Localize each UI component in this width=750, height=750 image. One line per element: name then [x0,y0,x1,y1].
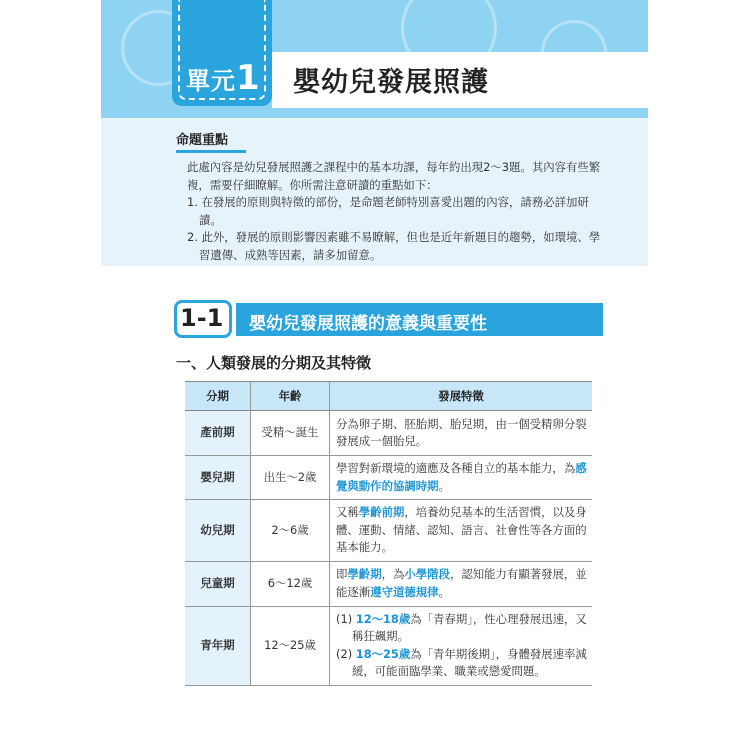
period-cell: 青年期 [185,606,251,685]
period-cell: 兒童期 [185,561,251,606]
column-header: 發展特徵 [330,382,593,411]
table-row [185,500,592,562]
period-cell: 嬰兒期 [185,456,251,500]
feature-cell: 即學齡期，為小學階段，認知能力有顯著發展，並能逐漸遵守道德規律。 [330,561,593,606]
table-row [185,456,592,500]
table-row [185,411,592,456]
age-cell: 出生～2歲 [251,456,330,500]
intro-label-underline [176,150,246,153]
age-cell: 受精～誕生 [251,411,330,456]
intro-text [187,159,607,264]
highlight-text: 學齡前期 [358,505,405,519]
highlight-text: 小學階段 [404,567,450,581]
highlight-text: 學齡期 [347,567,382,581]
age-cell: 6～12歲 [251,561,330,606]
table-row [185,606,592,685]
highlight-text: 遵守道德規律 [370,584,439,599]
column-header: 分期 [185,382,251,411]
feature-subitem: (1) 12～18歲為「青春期」，性心理發展迅速，又稱狂飆期。 [336,611,587,643]
period-cell: 幼兒期 [185,500,251,562]
age-cell: 12～25歲 [251,606,330,685]
highlight-text: 感覺與動作的協調時期 [336,461,587,493]
intro-item: 1. 在發展的原則與特徵的部份，是命題老師特別喜愛出題的內容，請務必詳加研讀。 [187,195,589,227]
feature-cell: 學習對新環境的適應及各種自立的基本能力，為感覺與動作的協調時期。 [330,456,593,500]
age-cell: 2～6歲 [251,500,330,562]
highlight-text: 18～25歲 [355,646,411,661]
intro-paragraph: 此處內容是幼兒發展照護之課程中的基本功課，每年約出現2～3題。其內容有些繁複，需要仔細瞭解。你所需注意研讀的重點如下： [187,160,601,192]
feature-cell [330,606,593,685]
feature-cell: 又稱學齡前期，培養幼兒基本的生活習慣，以及身體、運動、情緒、認知、語言、社會性等各方面的基本能力。 [330,500,593,562]
sub-heading: 一、人類發展的分期及其特徵 [176,354,372,372]
section-title: 嬰幼兒發展照護的意義與重要性 [249,314,487,334]
development-table [185,381,592,686]
feature-subitem: (2) 18～25歲為「青年期後期」，身體發展速率減緩，可能面臨學業、職業或戀愛問題。 [336,646,587,678]
unit-label: 單元1 [186,58,261,98]
intro-item: 2. 此外，發展的原則影響因素雖不易瞭解，但也是近年新題目的趨勢，如環境、學習遺傳、成熟等因素，請多加留意。 [187,230,601,262]
period-cell: 產前期 [185,411,251,456]
table-row [185,561,592,606]
intro-label: 命題重點 [176,133,229,148]
highlight-text: 12～18歲 [355,611,411,626]
table-header-row [185,382,592,411]
feature-cell: 分為卵子期、胚胎期、胎兒期，由一個受精卵分裂發展成一個胎兒。 [330,411,593,456]
section-number: 1-1 [180,304,224,332]
page-title: 嬰幼兒發展照護 [293,67,489,98]
column-header: 年齡 [251,382,330,411]
